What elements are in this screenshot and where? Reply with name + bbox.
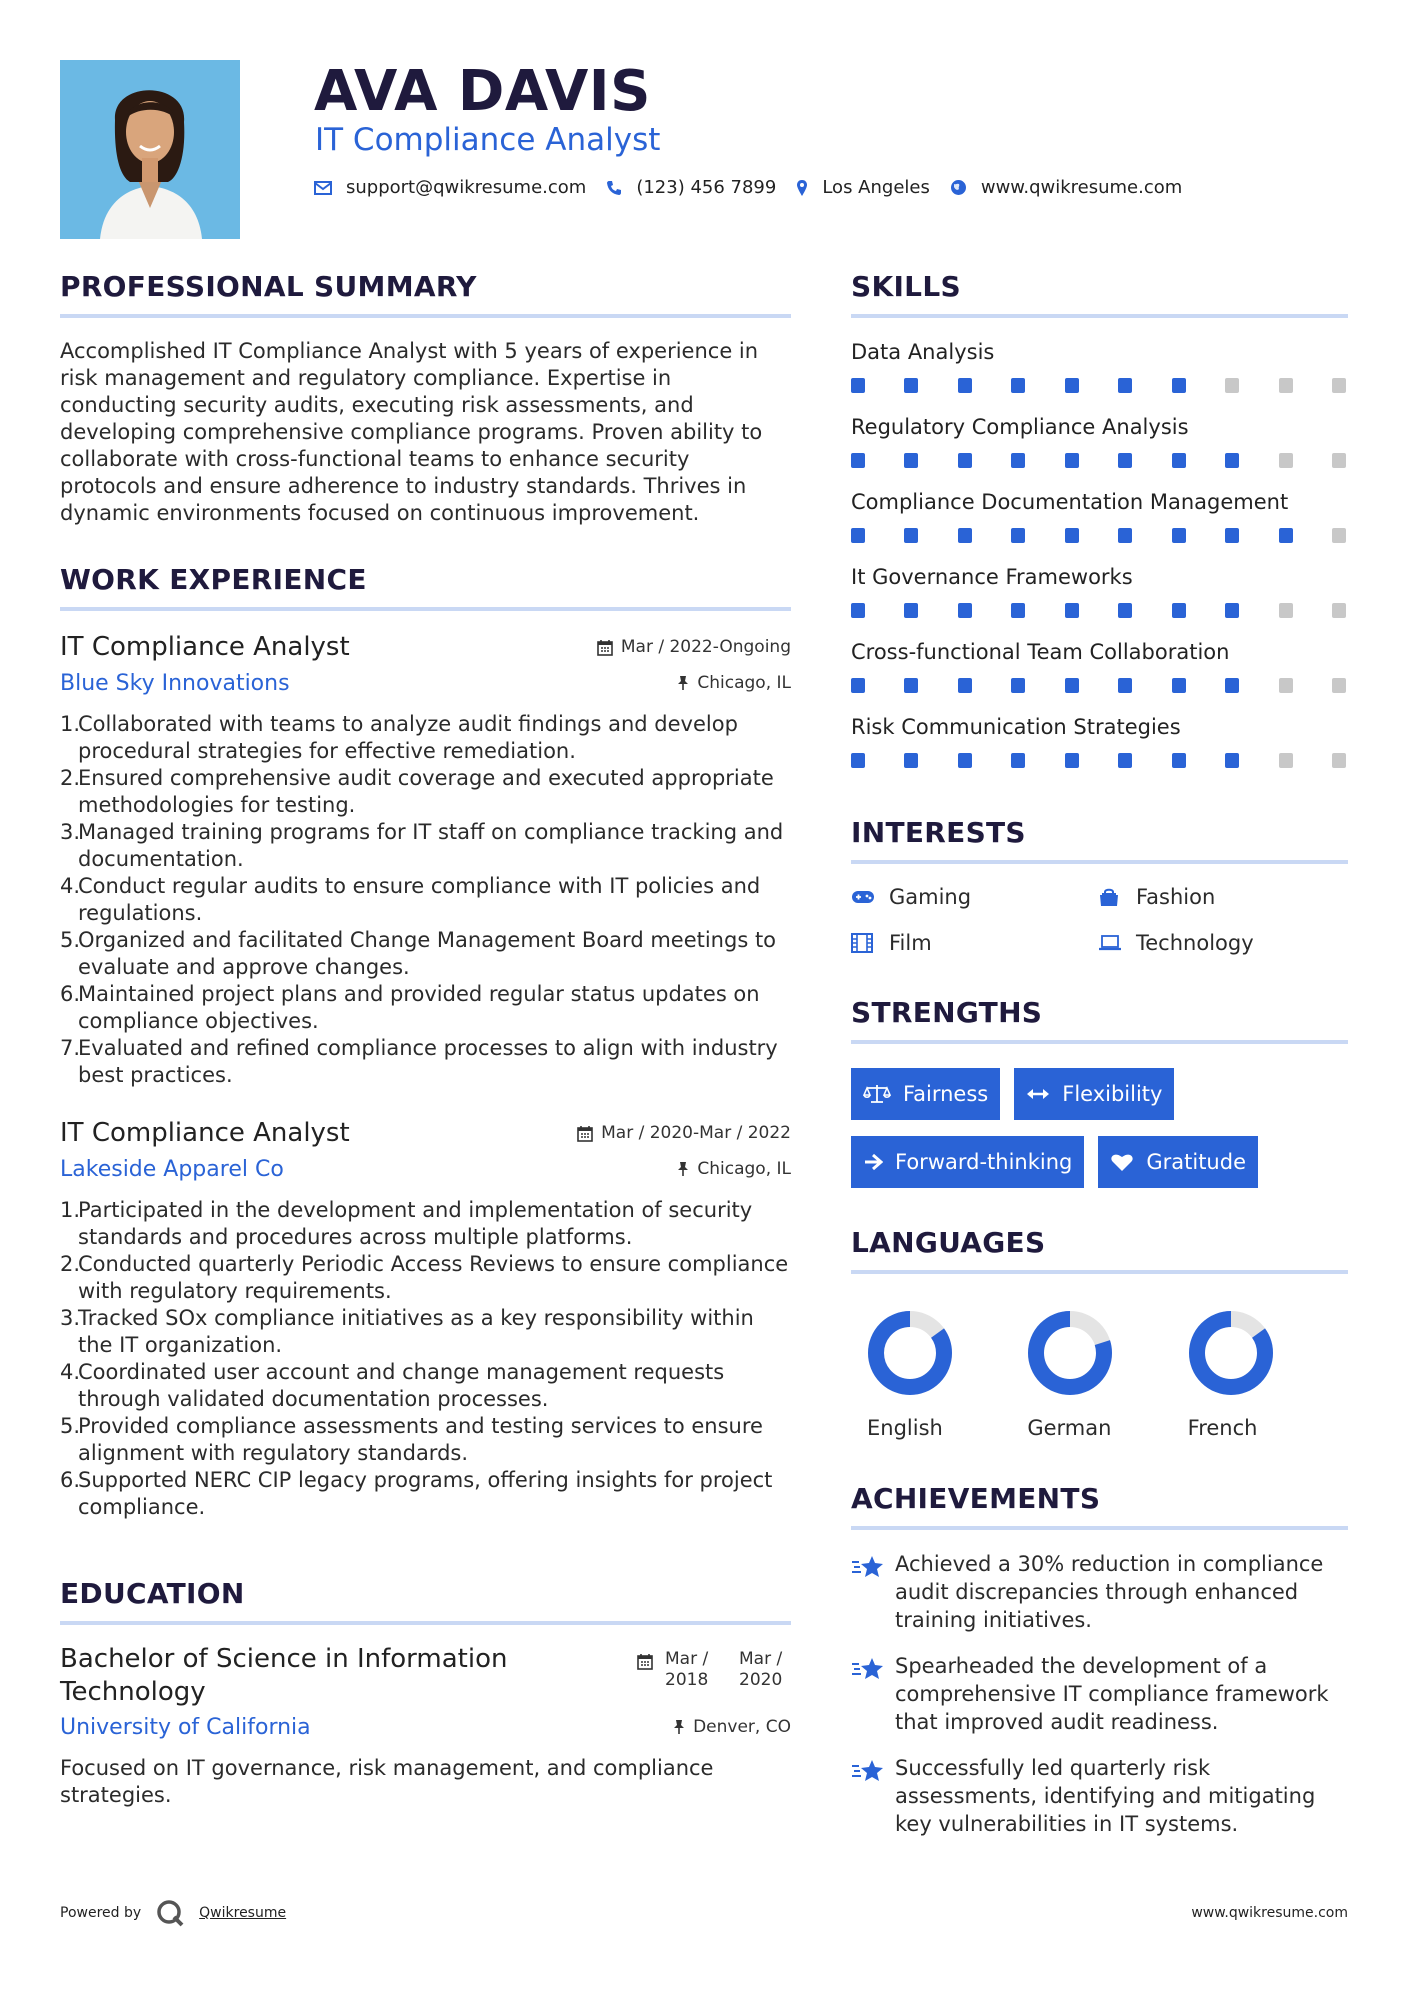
section-divider	[60, 314, 791, 318]
strength-badge	[1098, 1136, 1258, 1188]
skill-dot-filled	[1118, 678, 1132, 693]
school-name: University of California	[60, 1715, 311, 1740]
interest-item	[851, 928, 1098, 958]
language-name: German	[1027, 1416, 1112, 1440]
list-item: Coordinated user account and change management requests through validated documentation processes.	[78, 1360, 725, 1411]
job-date	[597, 637, 791, 657]
skill-dot-filled	[1172, 603, 1186, 618]
education-section	[60, 1577, 791, 1809]
skill-dot-filled	[904, 678, 918, 693]
skill-dot-filled	[1172, 528, 1186, 543]
calendar-icon	[637, 1653, 653, 1670]
skill-dot-filled	[1011, 378, 1025, 393]
skill-item	[851, 413, 1348, 468]
job-entry	[60, 631, 791, 1089]
skills-section	[851, 270, 1348, 768]
footer-powered-by	[60, 1898, 286, 1928]
skill-item	[851, 488, 1348, 543]
degree-title: Bachelor of Science in Information Technology	[60, 1644, 508, 1707]
skill-dot-filled	[1065, 378, 1079, 393]
job-responsibilities	[60, 1197, 791, 1521]
calendar-icon	[577, 1125, 593, 1142]
qwikresume-logo-icon	[155, 1898, 185, 1928]
job-date-text: Mar / 2020-Mar / 2022	[601, 1123, 791, 1143]
section-divider	[851, 1040, 1348, 1044]
skill-dot-filled	[958, 753, 972, 768]
skill-dot-filled	[1065, 528, 1079, 543]
skill-rating	[851, 378, 1348, 393]
skill-dot-filled	[1172, 753, 1186, 768]
skill-name: Data Analysis	[851, 340, 995, 364]
skill-dot-filled	[1225, 603, 1239, 618]
section-title-achievements: ACHIEVEMENTS	[851, 1482, 1101, 1515]
skill-item	[851, 563, 1348, 618]
interest-item	[1098, 928, 1348, 958]
skill-dot-filled	[1279, 528, 1293, 543]
map-pin-icon	[796, 179, 808, 197]
language-ring	[1188, 1310, 1274, 1396]
skill-dot-filled	[904, 453, 918, 468]
language-name: English	[867, 1416, 943, 1440]
laptop-icon	[1098, 934, 1124, 952]
skills-list	[851, 338, 1348, 768]
skill-dot-filled	[958, 378, 972, 393]
skill-dot-empty	[1332, 453, 1346, 468]
skill-dot-filled	[958, 528, 972, 543]
section-divider	[851, 314, 1348, 318]
list-item: Supported NERC CIP legacy programs, offering insights for project compliance.	[78, 1468, 773, 1519]
skill-dot-filled	[904, 528, 918, 543]
section-divider	[851, 1526, 1348, 1530]
skill-item	[851, 338, 1348, 393]
strength-label: Flexibility	[1062, 1082, 1163, 1106]
job-entry	[60, 1117, 791, 1521]
section-title-experience: WORK EXPERIENCE	[60, 563, 367, 596]
skill-dot-filled	[851, 378, 865, 393]
education-location-text: Denver, CO	[693, 1717, 791, 1737]
skill-dot-filled	[851, 603, 865, 618]
contact-location	[796, 177, 930, 198]
skill-dot-filled	[1225, 453, 1239, 468]
calendar-icon	[597, 639, 613, 656]
skill-dot-filled	[1118, 528, 1132, 543]
summary-text: Accomplished IT Compliance Analyst with 5 years of experience in risk management and regulatory compliance. Expertise in conducting security audits, executing risk assessments, and developing comprehensive compliance programs. Proven ability to collaborate with cross-functional teams to enhance security protocols and ensure adherence to industry standards. Thrives in dynamic environments focused on continuous improvement.	[60, 339, 763, 525]
skill-dot-empty	[1332, 678, 1346, 693]
skill-dot-filled	[958, 678, 972, 693]
email-text: support@qwikresume.com	[346, 177, 587, 198]
skill-dot-filled	[1065, 603, 1079, 618]
skill-dot-filled	[1011, 528, 1025, 543]
job-title: IT Compliance Analyst	[60, 1118, 350, 1148]
skill-dot-filled	[1011, 678, 1025, 693]
arrows-horizontal-icon	[1026, 1087, 1050, 1101]
skill-dot-filled	[1011, 603, 1025, 618]
company-name: Lakeside Apparel Co	[60, 1157, 284, 1182]
strength-badge	[851, 1136, 1084, 1188]
phone-icon	[606, 180, 622, 196]
section-divider	[60, 607, 791, 611]
left-column	[60, 270, 791, 1809]
achievement-text: Achieved a 30% reduction in compliance audit discrepancies through enhanced training initiatives.	[895, 1552, 1324, 1632]
list-item: Managed training programs for IT staff on compliance tracking and documentation.	[78, 820, 784, 871]
skill-dot-filled	[1065, 678, 1079, 693]
language-item	[867, 1310, 1027, 1442]
list-item: Conducted quarterly Periodic Access Reviews to ensure compliance with regulatory requirements.	[78, 1252, 789, 1303]
education-location	[673, 1717, 791, 1737]
interest-label: Gaming	[889, 885, 972, 909]
skill-rating	[851, 453, 1348, 468]
skill-dot-filled	[1065, 753, 1079, 768]
skill-dot-filled	[851, 453, 865, 468]
skill-dot-empty	[1332, 378, 1346, 393]
candidate-name: AVA DAVIS	[314, 59, 651, 124]
skill-name: Cross-functional Team Collaboration	[851, 640, 1230, 664]
skill-dot-filled	[1225, 528, 1239, 543]
envelope-icon	[314, 181, 332, 195]
language-item	[1027, 1310, 1187, 1442]
list-item: Tracked SOx compliance initiatives as a key responsibility within the IT organization.	[78, 1306, 754, 1357]
list-item: Participated in the development and implementation of security standards and procedures across multiple platforms.	[78, 1198, 753, 1249]
strengths-section	[851, 996, 1348, 1188]
skill-dot-filled	[851, 528, 865, 543]
languages-section	[851, 1226, 1348, 1442]
company-name: Blue Sky Innovations	[60, 671, 290, 696]
experience-section	[60, 563, 791, 1521]
achievement-item	[851, 1652, 1348, 1736]
list-item: Evaluated and refined compliance processes to align with industry best practices.	[78, 1036, 778, 1087]
balance-scale-icon	[863, 1083, 891, 1105]
achievement-text: Spearheaded the development of a comprehensive IT compliance framework that improved audit readiness.	[895, 1654, 1329, 1734]
skill-dot-filled	[1172, 453, 1186, 468]
job-location	[677, 1159, 791, 1179]
skill-dot-filled	[1011, 453, 1025, 468]
section-title-strengths: STRENGTHS	[851, 996, 1043, 1029]
section-title-interests: INTERESTS	[851, 816, 1026, 849]
section-title-skills: SKILLS	[851, 270, 961, 303]
skill-dot-filled	[958, 453, 972, 468]
candidate-title: IT Compliance Analyst	[315, 122, 661, 158]
list-item: Ensured comprehensive audit coverage and executed appropriate methodologies for testing.	[78, 766, 774, 817]
contact-email[interactable]	[314, 177, 586, 198]
skill-dot-filled	[1118, 753, 1132, 768]
skill-dot-empty	[1279, 753, 1293, 768]
education-description: Focused on IT governance, risk management, and compliance strategies.	[60, 1756, 714, 1807]
list-item: Maintained project plans and provided regular status updates on compliance objectives.	[78, 982, 760, 1033]
location-text: Los Angeles	[822, 177, 930, 198]
language-ring	[867, 1310, 953, 1396]
achievement-item	[851, 1550, 1348, 1634]
shooting-star-icon	[851, 1550, 895, 1634]
interest-item	[1098, 882, 1348, 912]
language-ring	[1027, 1310, 1113, 1396]
skill-name: Regulatory Compliance Analysis	[851, 415, 1189, 439]
shopping-bag-icon	[1098, 887, 1124, 907]
skill-item	[851, 638, 1348, 693]
right-column	[851, 270, 1348, 1838]
section-title-education: EDUCATION	[60, 1577, 245, 1610]
skill-dot-empty	[1279, 453, 1293, 468]
pushpin-icon	[677, 1161, 689, 1177]
skill-name: Compliance Documentation Management	[851, 490, 1289, 514]
skill-dot-empty	[1332, 753, 1346, 768]
contact-row	[314, 177, 1202, 198]
skill-dot-empty	[1225, 378, 1239, 393]
skill-dot-filled	[1065, 453, 1079, 468]
education-dates	[637, 1649, 791, 1691]
skill-rating	[851, 603, 1348, 618]
interests-section	[851, 816, 1348, 958]
section-title-summary: PROFESSIONAL SUMMARY	[60, 270, 477, 303]
skill-name: It Governance Frameworks	[851, 565, 1133, 589]
strength-label: Fairness	[903, 1082, 989, 1106]
skill-dot-filled	[851, 753, 865, 768]
powered-by-text: Powered by	[60, 1905, 142, 1921]
skill-dot-empty	[1279, 603, 1293, 618]
strength-badge	[851, 1068, 1000, 1120]
film-icon	[851, 933, 877, 953]
shooting-star-icon	[851, 1754, 895, 1838]
job-date-text: Mar / 2022-Ongoing	[620, 637, 791, 657]
skill-name: Risk Communication Strategies	[851, 715, 1181, 739]
list-item: Provided compliance assessments and testing services to ensure alignment with regulatory standards.	[78, 1414, 763, 1465]
strength-badge	[1014, 1068, 1174, 1120]
contact-website[interactable]	[950, 177, 1182, 198]
skill-dot-filled	[1118, 378, 1132, 393]
phone-text: (123) 456 7899	[636, 177, 777, 198]
interest-item	[851, 882, 1098, 912]
job-location-text: Chicago, IL	[697, 1159, 791, 1179]
skill-dot-filled	[1225, 678, 1239, 693]
section-title-languages: LANGUAGES	[851, 1226, 1046, 1259]
job-location-text: Chicago, IL	[697, 673, 791, 693]
skill-dot-empty	[1279, 378, 1293, 393]
skill-dot-filled	[904, 603, 918, 618]
skill-dot-filled	[1172, 678, 1186, 693]
skill-rating	[851, 753, 1348, 768]
skill-dot-filled	[1011, 753, 1025, 768]
shooting-star-icon	[851, 1652, 895, 1736]
section-divider	[60, 1621, 791, 1625]
summary-section	[60, 270, 791, 527]
job-date	[577, 1123, 791, 1143]
job-location	[677, 673, 791, 693]
skill-dot-filled	[1225, 753, 1239, 768]
skill-rating	[851, 528, 1348, 543]
achievements-section	[851, 1482, 1348, 1838]
skill-dot-filled	[1118, 603, 1132, 618]
interest-label: Technology	[1136, 931, 1254, 955]
skill-dot-filled	[1118, 453, 1132, 468]
skill-item	[851, 713, 1348, 768]
skill-dot-empty	[1332, 603, 1346, 618]
section-divider	[851, 860, 1348, 864]
interest-label: Film	[889, 931, 932, 955]
skill-dot-filled	[904, 378, 918, 393]
skill-dot-filled	[851, 678, 865, 693]
arrow-right-icon	[863, 1153, 883, 1171]
achievement-text: Successfully led quarterly risk assessments, identifying and mitigating key vulnerabilities in IT systems.	[895, 1756, 1316, 1836]
resume-header	[60, 60, 1350, 240]
skill-dot-filled	[958, 603, 972, 618]
globe-icon	[950, 179, 967, 196]
list-item: Conduct regular audits to ensure compliance with IT policies and regulations.	[78, 874, 761, 925]
profile-photo	[60, 60, 240, 239]
qwikresume-link[interactable]: Qwikresume	[199, 1905, 287, 1921]
job-responsibilities	[60, 711, 791, 1089]
skill-dot-filled	[1172, 378, 1186, 393]
skill-dot-empty	[1332, 528, 1346, 543]
pushpin-icon	[677, 675, 689, 691]
skill-rating	[851, 678, 1348, 693]
section-divider	[851, 1270, 1348, 1274]
contact-phone[interactable]	[606, 177, 776, 198]
strength-label: Forward-thinking	[895, 1150, 1073, 1174]
job-title: IT Compliance Analyst	[60, 632, 350, 662]
footer-website[interactable]: www.qwikresume.com	[1191, 1905, 1348, 1921]
education-start: Mar / 2018	[665, 1649, 709, 1690]
list-item: Collaborated with teams to analyze audit findings and develop procedural strategies for effective remediation.	[78, 712, 738, 763]
skill-dot-filled	[904, 753, 918, 768]
interest-label: Fashion	[1136, 885, 1216, 909]
language-name: French	[1187, 1416, 1258, 1440]
heart-icon	[1110, 1152, 1134, 1172]
pushpin-icon	[673, 1719, 685, 1735]
achievement-item	[851, 1754, 1348, 1838]
language-item	[1188, 1310, 1348, 1442]
gamepad-icon	[851, 889, 877, 905]
education-end: Mar / 2020	[739, 1649, 783, 1690]
strength-label: Gratitude	[1146, 1150, 1246, 1174]
list-item: Organized and facilitated Change Management Board meetings to evaluate and approve changes.	[78, 928, 777, 979]
website-text: www.qwikresume.com	[980, 177, 1183, 198]
skill-dot-empty	[1279, 678, 1293, 693]
